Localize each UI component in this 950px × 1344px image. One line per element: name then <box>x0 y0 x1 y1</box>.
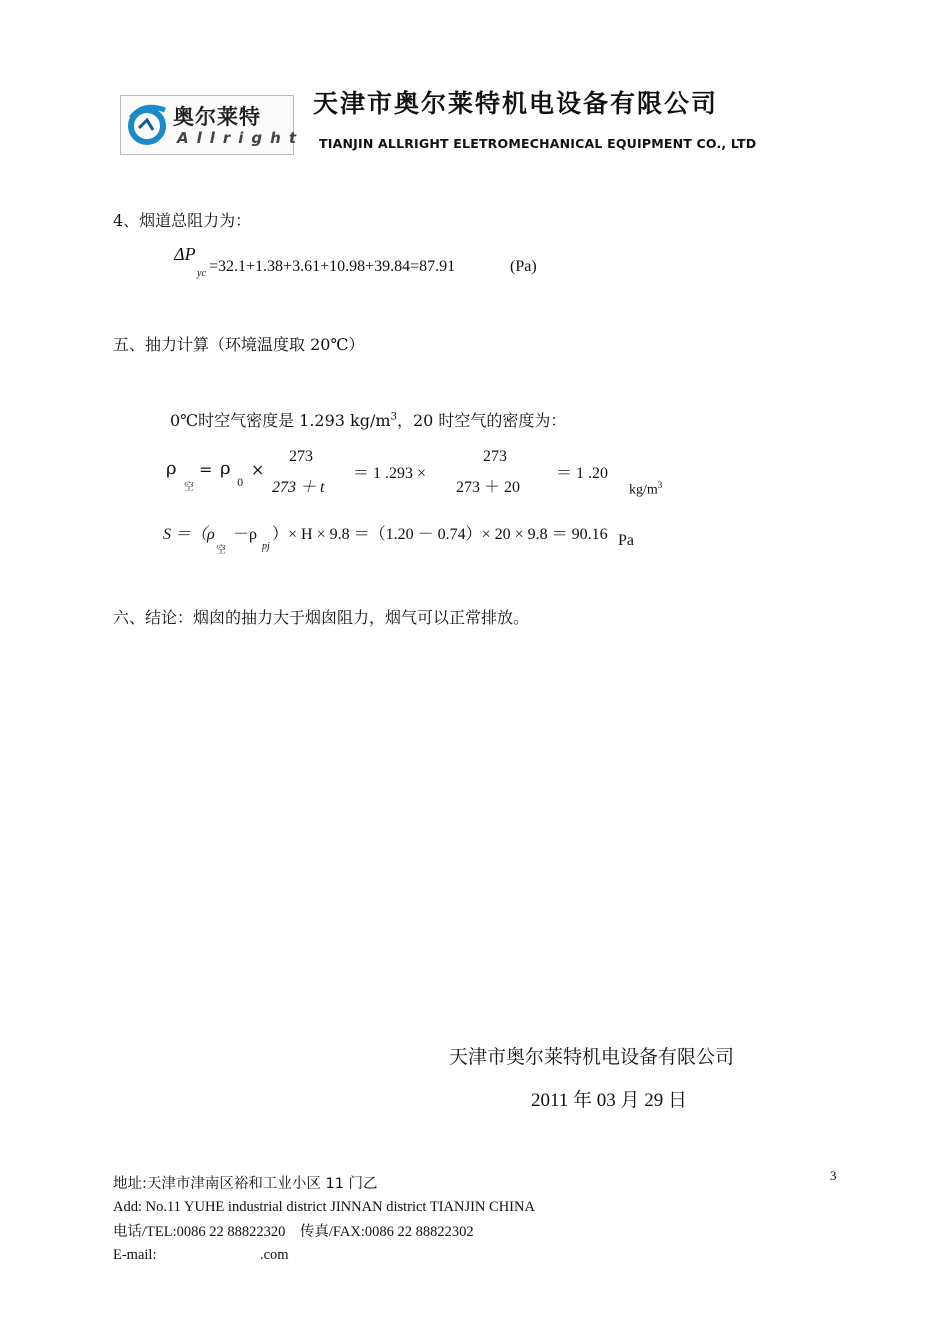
air-density-text-a: 0℃时空气密度是 1.293 kg/m <box>170 411 391 430</box>
rho-air-symbol: ρ <box>166 458 177 479</box>
draft-minus-rho: －ρ <box>233 526 257 543</box>
draft-sub-pj: pj <box>262 541 270 552</box>
header-company-name-en: TIANJIN ALLRIGHT ELETROMECHANICAL EQUIPMENT CO., LTD <box>319 136 757 151</box>
rho-result: ＝ 1 .20 <box>556 465 609 482</box>
rho-zero-subscript: 0 <box>237 478 244 489</box>
footer-address-cn: 地址:天津市津南区裕和工业小区 11 门乙 <box>113 1176 378 1192</box>
fraction2-denominator: 273 ＋ 20 <box>456 479 521 496</box>
footer-email-suffix: .com <box>260 1247 289 1263</box>
draft-equation-lhs: S ＝（ρ <box>163 526 215 543</box>
footer-address-en: Add: No.11 YUHE industrial district JINNAN district TIANJIN CHINA <box>113 1199 535 1215</box>
footer-email-label: E-mail: <box>113 1247 157 1263</box>
rho-unit-sup: 3 <box>657 480 663 490</box>
signature-company: 天津市奥尔莱特机电设备有限公司 <box>449 1046 735 1068</box>
rho-equals: = <box>199 460 213 479</box>
fraction2-numerator: 273 <box>483 448 507 465</box>
flue-resistance-formula: =32.1+1.38+3.61+10.98+39.84=87.91 <box>209 258 456 275</box>
rho-zero-symbol: ρ <box>220 458 231 479</box>
delta-p-symbol: ΔP <box>174 244 196 264</box>
section5-heading: 五、抽力计算（环境温度取 20℃） <box>113 335 365 354</box>
conclusion-text: 六、结论：烟囱的抽力大于烟囱阻力，烟气可以正常排放。 <box>113 608 530 627</box>
flue-resistance-unit: (Pa) <box>510 258 537 275</box>
equals-1293-times: ＝ 1 .293 × <box>353 465 427 482</box>
draft-equation-rhs: ）× H × 9.8 ＝（1.20 － 0.74）× 20 × 9.8 ＝ 90.16 <box>272 526 608 543</box>
logo-en-text: Allright <box>177 129 305 147</box>
page-number: 3 <box>830 1168 837 1183</box>
rho-unit-base: kg/m <box>629 482 658 498</box>
air-density-sup: 3 <box>390 411 397 423</box>
air-density-text-b: ，20 时空气的密度为： <box>396 411 567 430</box>
draft-unit: Pa <box>618 532 634 549</box>
logo-cn-text: 奥尔莱特 <box>173 105 261 129</box>
rho-times: × <box>251 460 265 479</box>
air-density-text <box>170 408 566 431</box>
rho-air-subscript: 空 <box>184 482 194 493</box>
rho-unit <box>629 480 662 499</box>
delta-p-subscript: yc <box>197 268 206 279</box>
header-company-name-cn: 天津市奥尔莱特机电设备有限公司 <box>313 89 719 118</box>
section4-heading: 4、烟道总阻力为： <box>113 211 252 230</box>
draft-sub-air: 空 <box>216 545 226 556</box>
fraction1-numerator: 273 <box>289 448 313 465</box>
company-logo <box>120 95 305 155</box>
footer-tel-fax: 电话/TEL:0086 22 88822320 传真/FAX:0086 22 88822302 <box>113 1224 474 1240</box>
signature-date: 2011 年 03 月 29 日 <box>531 1090 688 1111</box>
fraction1-denominator: 273 ＋ t <box>272 479 325 496</box>
